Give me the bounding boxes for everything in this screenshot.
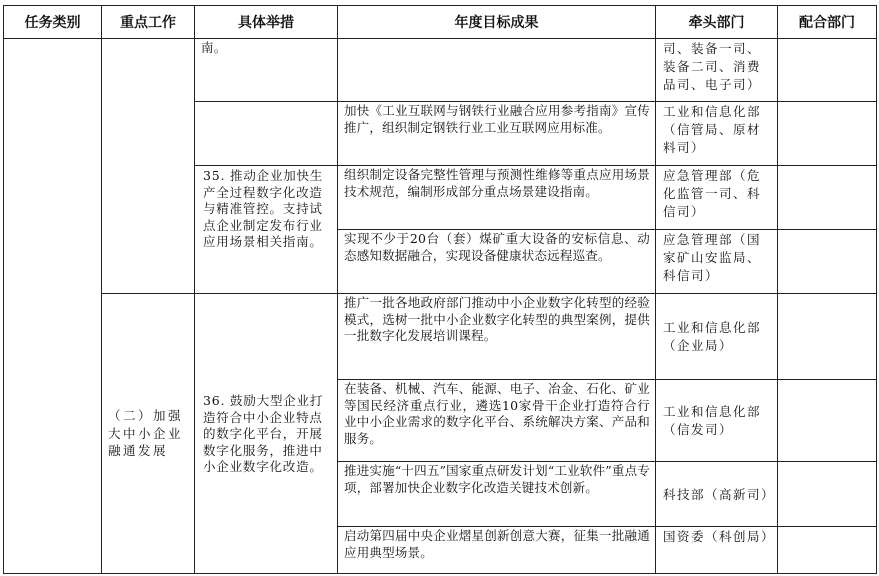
lead-dept-cell: 司、装备一司、装备二司、消费品司、电子司） <box>656 39 778 102</box>
lead-dept-cell: 工业和信息化部（信发司） <box>656 380 778 462</box>
table-row <box>4 39 877 102</box>
header-task-category: 任务类别 <box>4 6 102 39</box>
goal-cell: 推进实施“十四五”国家重点研发计划“工业软件”重点专项，部署加快企业数字化改造关键技术创新。 <box>338 462 656 527</box>
goal-cell: 启动第四届中央企业熠星创新创意大赛，征集一批融通应用典型场景。 <box>338 527 656 574</box>
coop-dept-cell <box>778 462 877 527</box>
lead-dept-cell: 工业和信息化部（信管局、原材料司） <box>656 102 778 166</box>
header-key-work: 重点工作 <box>102 6 195 39</box>
measure-36: 36. 鼓励大型企业打造符合中小企业特点的数字化平台，开展数字化服务，推进中小企业数字化改造。 <box>195 294 338 574</box>
coop-dept-cell <box>778 294 877 380</box>
coop-dept-cell <box>778 527 877 574</box>
lead-dept-cell: 应急管理部（国家矿山安监局、科信司） <box>656 230 778 294</box>
goal-cell: 加快《工业互联网与钢铁行业融合应用参考指南》宣传推广，组织制定钢铁行业工业互联网应用标准。 <box>338 102 656 166</box>
measure-continuation: 南。 <box>195 39 338 102</box>
coop-dept-cell <box>778 166 877 230</box>
coop-dept-cell <box>778 380 877 462</box>
lead-dept-cell: 科技部（高新司） <box>656 462 778 527</box>
header-row <box>4 6 877 39</box>
header-specific-measures: 具体举措 <box>195 6 338 39</box>
goal-cell: 推广一批各地政府部门推动中小企业数字化转型的经验模式，选树一批中小企业数字化转型的典型案例，提供一批数字化发展培训课程。 <box>338 294 656 380</box>
header-lead-department: 牵头部门 <box>656 6 778 39</box>
key-work-cell <box>102 39 195 294</box>
table-row <box>4 294 877 380</box>
coop-dept-cell <box>778 230 877 294</box>
lead-dept-cell: 国资委（科创局） <box>656 527 778 574</box>
key-work-2: （二）加强大中小企业融通发展 <box>102 294 195 574</box>
task-table <box>3 5 877 574</box>
coop-dept-cell <box>778 102 877 166</box>
header-coop-department: 配合部门 <box>778 6 877 39</box>
goal-cell: 在装备、机械、汽车、能源、电子、冶金、石化、矿业等国民经济重点行业，遴选10家骨干企业打造符合行业中小企业需求的数字化平台、系统解决方案、产品和服务。 <box>338 380 656 462</box>
measure-35: 35. 推动企业加快生产全过程数字化改造与精准管控。支持试点企业制定发布行业应用场景相关指南。 <box>195 166 338 294</box>
goal-cell: 实现不少于20台（套）煤矿重大设备的安标信息、动态感知数据融合，实现设备健康状态远程巡查。 <box>338 230 656 294</box>
measure-cell-empty <box>195 102 338 166</box>
goal-cell: 组织制定设备完整性管理与预测性维修等重点应用场景技术规范，编制形成部分重点场景建设指南。 <box>338 166 656 230</box>
lead-dept-cell: 工业和信息化部（企业局） <box>656 294 778 380</box>
lead-dept-cell: 应急管理部（危化监管一司、科信司） <box>656 166 778 230</box>
header-annual-goals: 年度目标成果 <box>338 6 656 39</box>
task-category-cell <box>4 39 102 574</box>
goal-cell <box>338 39 656 102</box>
coop-dept-cell <box>778 39 877 102</box>
